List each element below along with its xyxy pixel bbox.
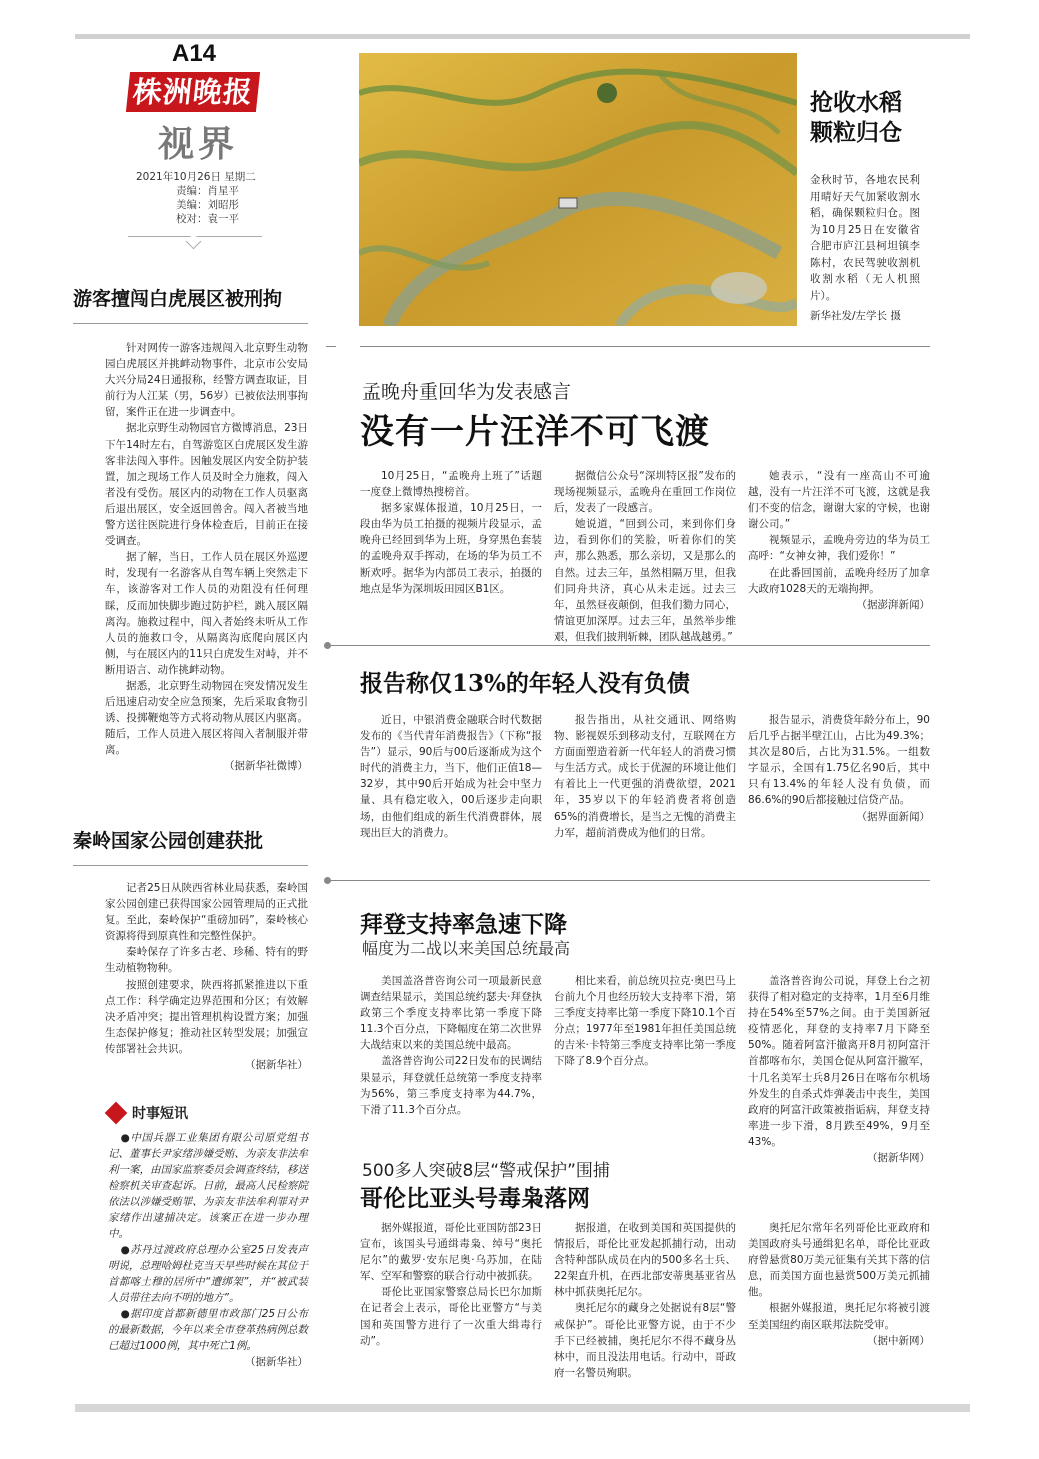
briefs-tag — [108, 1102, 188, 1124]
story-body — [73, 340, 308, 775]
meng-body — [360, 468, 930, 643]
brief-item: ●据印度首都新德里市政部门25日公布的最新数据，今年以来全市登革热病例总数已超过1000例，其中死亡1例。 — [108, 1308, 308, 1352]
headline-rule — [73, 323, 308, 324]
story-source: （据界面新闻） — [856, 810, 930, 823]
page-number: A14 — [172, 40, 217, 67]
paragraph: 在此番回国前，孟晚舟经历了加拿大政府1028天的无端拘押。 — [748, 566, 930, 595]
paragraph: 据微信公众号“深圳特区报”发布的现场视频显示，孟晚舟在重回工作岗位后，发表了一段感言。 — [554, 470, 736, 515]
paragraph: 哥伦比亚国家警察总局长巴尔加斯在记者会上表示，哥伦比亚警方“与美国和英国警方进行了一次重大缉毒行动”。 — [360, 1286, 542, 1347]
headline-rule — [73, 865, 308, 866]
designer-credit: 美编：刘昭彤 — [176, 199, 239, 211]
column — [360, 973, 542, 1133]
photo-caption-block — [810, 88, 920, 324]
paragraph: 她说道，“回到公司，来到你们身边，看到你们的笑脸，听着你们的笑声，那么熟悉，那么亲切，又是那么的自然。过去三年，虽然相隔万里，但我们同舟共济，真心从未走远。过去三年，虽然昼夜颠倒，但我们勠力同心，情谊更加深厚。过去三年，虽然举步维艰，但我们披荆斩棘，团队越战越勇。” — [554, 518, 736, 643]
photo-credit: 新华社发/左学长 摄 — [810, 310, 901, 322]
kicker-colombia: 500多人突破8层“警戒保护”围捕 — [362, 1161, 610, 1181]
headline-colombia: 哥伦比亚头号毒枭落网 — [360, 1185, 590, 1212]
briefs-tag-label: 时事短讯 — [132, 1106, 188, 1122]
story-source: （据澎湃新闻） — [856, 598, 930, 611]
column — [748, 973, 930, 1165]
left-story-qinling — [73, 826, 308, 1073]
brief-item: ●苏丹过渡政府总理办公室25日发表声明说，总理哈姆杜克当天早些时候在其位于首都喀土穆的居所中“遭绑架”，并“被武装人员带往去向不明的地方”。 — [108, 1244, 308, 1304]
briefs-body — [108, 1130, 308, 1370]
column — [554, 1220, 736, 1390]
paragraph: 相比来看，前总统贝拉克·奥巴马上台前九个月也经历较大支持率下滑，第三季度支持率比第一季度下降10.1个百分点；1977年至1981年担任美国总统的吉米·卡特第三季度支持率比第一季度下降了8.9个百分点。 — [554, 975, 736, 1068]
photo-title-line1: 抢收水稻 — [810, 89, 902, 116]
editor-credit: 责编：肖星平 — [176, 185, 239, 197]
photo-caption: 金秋时节，各地农民利用晴好天气加紧收割水稻，确保颗粒归仓。图为10月25日在安徽省合肥市庐江县柯坦镇李陈村，农民驾驶收割机收割水稻（无人机照片）。 — [810, 174, 920, 302]
story-source: （据新华网） — [867, 1152, 930, 1165]
brief-item: ●中国兵器工业集团有限公司原党组书记、董事长尹家绪涉嫌受贿、为亲友非法牟利一案，由国家监察委员会调查终结，移送检察机关审查起诉。日前，最高人民检察院依法以涉嫌受贿罪、为亲友非法牟利罪对尹家绪作出逮捕决定。该案正在进一步办理中。 — [108, 1132, 308, 1240]
paragraph: 据报道，在收到美国和英国提供的情报后，哥伦比亚发起抓捕行动，出动含特种部队成员在内的500多名士兵、22架直升机，在西北部安蒂奥基亚省丛林中抓获奥托尼尔。 — [554, 1222, 736, 1299]
column — [554, 468, 736, 643]
rice-harvest-photo — [359, 53, 797, 326]
photo-title-line2: 颗粒归仓 — [810, 119, 902, 146]
paragraph: 奥托尼尔的藏身之处据说有8层“警戒保护”。哥伦比亚警方说，由于不少手下已经被捕，奥托尼尔不得不藏身丛林中，而且没法用电话。行动中，哥政府一名警员殉职。 — [554, 1302, 736, 1379]
headline-debt: 报告称仅13%的年轻人没有负债 — [360, 670, 690, 697]
column — [748, 712, 930, 852]
subhead-biden: 幅度为二战以来美国总统最高 — [362, 939, 571, 958]
column — [748, 468, 930, 628]
section-divider — [360, 346, 930, 347]
paragraph: 报告指出，从社交通讯、网络购物、影视娱乐到移动支付，互联网在方方面面塑造着新一代年轻人的消费习惯与生活方式。成长于优渥的环境让他们有着比上一代更强的消费欲望，2021年，35岁以下的年轻消费者将创造65%的消费增长，是当之无愧的消费主力军，超前消费成为他们的日常。 — [554, 714, 736, 839]
paragraph: 近日，中银消费金融联合时代数据发布的《当代青年消费报告》（下称“报告”）显示，90后与00后逐渐成为这个时代的消费主力，当下，他们正值18—32岁，其中90后开始成为社会中坚力量、具有稳定收入，00后逐步走向职场，由他们组成的新生代消费群体，展现出巨大的消费力。 — [360, 714, 542, 839]
story-source: （据新华社微博） — [224, 760, 308, 773]
headline-biden: 拜登支持率急速下降 — [360, 911, 567, 938]
headline-tiger: 游客擅闯白虎展区被刑拘 — [73, 288, 283, 310]
paragraph: 奥托尼尔常年名列哥伦比亚政府和美国政府头号通缉犯名单，哥伦比亚政府曾悬赏80万美元征集有关其下落的信息，而美国方面也悬赏500万美元抓捕他。 — [748, 1222, 930, 1299]
rice-field-image — [359, 53, 797, 326]
section-divider — [328, 880, 930, 881]
paragraph: 美国盖洛普咨询公司一项最新民意调查结果显示，美国总统约瑟夫·拜登执政第三个季度支持率比第一季度下降11.3个百分点，下降幅度在第二次世界大战结束以来的美国总统中最高。 — [360, 975, 542, 1052]
section-title: 视界 — [158, 123, 239, 165]
kicker-meng: 孟晚舟重回华为发表感言 — [362, 381, 572, 403]
paragraph: 记者25日从陕西省林业局获悉，秦岭国家公园创建已获得国家公园管理局的正式批复。至此，秦岭保护“重磅加码”，秦岭核心资源将得到原真性和完整性保护。 — [105, 882, 308, 943]
headline-qinling: 秦岭国家公园创建获批 — [73, 830, 264, 852]
paragraph: 秦岭保存了许多古老、珍稀、特有的野生动植物物种。 — [105, 946, 308, 975]
paragraph: 盖洛普咨询公司22日发布的民调结果显示，拜登就任总统第一季度支持率为56%，第三季度支持率为44.7%，下滑了11.3个百分点。 — [360, 1055, 542, 1116]
paragraph: 根据外媒报道，奥托尼尔将被引渡至美国纽约南区联邦法院受审。 — [748, 1302, 930, 1331]
paragraph: 报告显示，消费贷年龄分布上，90后几乎占据半壁江山，占比为49.3%；其次是80后，占比为31.5%。一组数字显示，全国有1.75亿名90后，其中只有13.4%的年轻人没有负债，而86.6%的90后都接触过信贷产品。 — [748, 714, 930, 807]
paragraph: 据外媒报道，哥伦比亚国防部23日宣布，该国头号通缉毒枭、绰号“奥托尼尔”的戴罗·安东尼奥·乌苏加，在陆军、空军和警察的联合行动中被抓获。 — [360, 1222, 542, 1283]
tag-marker-icon — [105, 1102, 128, 1125]
headline-meng: 没有一片汪洋不可飞渡 — [360, 412, 710, 452]
bottom-rule — [75, 1404, 970, 1412]
column — [554, 712, 736, 852]
paragraph: 据北京野生动物园官方微博消息，23日下午14时左右，自驾游览区白虎展区发生游客非法闯入事件。因触发展区内安全防护装置，加之现场工作人员及时全力施救，闯入者没有受伤。展区内的动物在工作人员驱离后退出展区，安全返回兽舍。闯入者被当地警方送往医院进行身体检查后，目前正在接受调查。 — [105, 422, 308, 548]
top-rule — [75, 34, 970, 39]
issue-date: 2021年10月26日 星期二 — [136, 171, 256, 183]
story-source: （据新华社） — [245, 1059, 308, 1072]
biden-body — [360, 973, 930, 1165]
section-divider — [328, 645, 930, 646]
paragraph: 针对网传一游客违规闯入北京野生动物园白虎展区并挑衅动物事件，北京市公安局大兴分局24日通报称，经警方调查取证，目前行为人江某（男，56岁）已被依法刑事拘留，案件正在进一步调查中。 — [105, 342, 308, 419]
column — [360, 712, 542, 852]
briefs-source: （据新华社） — [245, 1356, 308, 1368]
proofreader-credit: 校对：袁一平 — [176, 213, 239, 225]
newspaper-logo: 株洲晚报 — [126, 72, 260, 112]
column — [360, 468, 542, 628]
column — [360, 1220, 542, 1390]
paragraph: 据悉，北京野生动物园在突发情况发生后迅速启动安全应急预案，先后采取食物引诱、投掷鞭炮等方式将动物从展区内驱离。随后，工作人员进入展区将闯入者制服并带离。 — [105, 679, 308, 757]
paragraph: 10月25日，“孟晚舟上班了”话题一度登上微博热搜榜首。 — [360, 470, 542, 499]
story-source: （据中新网） — [867, 1334, 930, 1347]
left-story-tiger — [73, 284, 308, 775]
masthead-divider — [128, 236, 262, 237]
divider-dot-left — [326, 346, 336, 347]
debt-body — [360, 712, 930, 852]
paragraph: 按照创建要求，陕西将抓紧推进以下重点工作：科学确定边界范围和分区；有效解决矛盾冲突；提出管理机构设置方案；加强生态保护修复；推动社区转型发展；加强宣传部署社会共识。 — [105, 978, 308, 1055]
masthead-meta — [136, 170, 256, 226]
colombia-body — [360, 1220, 930, 1390]
story-body — [73, 880, 308, 1073]
paragraph: 据多家媒体报道，10月25日，一段由华为员工拍摄的视频片段显示，孟晚舟已经回到华为上班，身穿黑色套装的孟晚舟双手挥动，在场的华为员工不断欢呼。据华为内部员工表示，拍摄的地点是华为深圳坂田园区B1区。 — [360, 502, 542, 595]
column — [554, 973, 736, 1133]
column — [748, 1220, 930, 1390]
paragraph: 盖洛普咨询公司说，拜登上台之初获得了相对稳定的支持率，1月至6月维持在54%至57%之间。由于美国新冠疫情恶化，拜登的支持率7月下降至50%。随着阿富汗撤离开8月初阿富汗首都喀布尔，美国仓促从阿富汗撤军，十几名美军士兵8月26日在喀布尔机场外发生的自杀式炸弹袭击中丧生，美国政府的阿富汗政策被指诟病，拜登支持率进一步下滑，8月跌至49%，9月至43%。 — [748, 975, 930, 1148]
paragraph: 她表示，“没有一座高山不可逾越，没有一片汪洋不可飞渡，这就是我们不变的信念，谢谢大家的守候，也谢谢公司。” — [748, 470, 930, 531]
paragraph: 据了解，当日，工作人员在展区外巡逻时，发现有一名游客从自驾车辆上突然走下车，该游客对工作人员的劝阻没有任何理睬，反而加快脚步跑过防护栏，跳入展区隔离沟。施救过程中，闯入者始终未听从工作人员的施救口令，从隔离沟底爬向展区内侧，与在展区内的11只白虎发生对峙，并不断用语言、动作挑衅动物。 — [105, 551, 308, 676]
paragraph: 视频显示，孟晚舟旁边的华为员工高呼：“女神女神，我们爱你！” — [748, 534, 930, 563]
